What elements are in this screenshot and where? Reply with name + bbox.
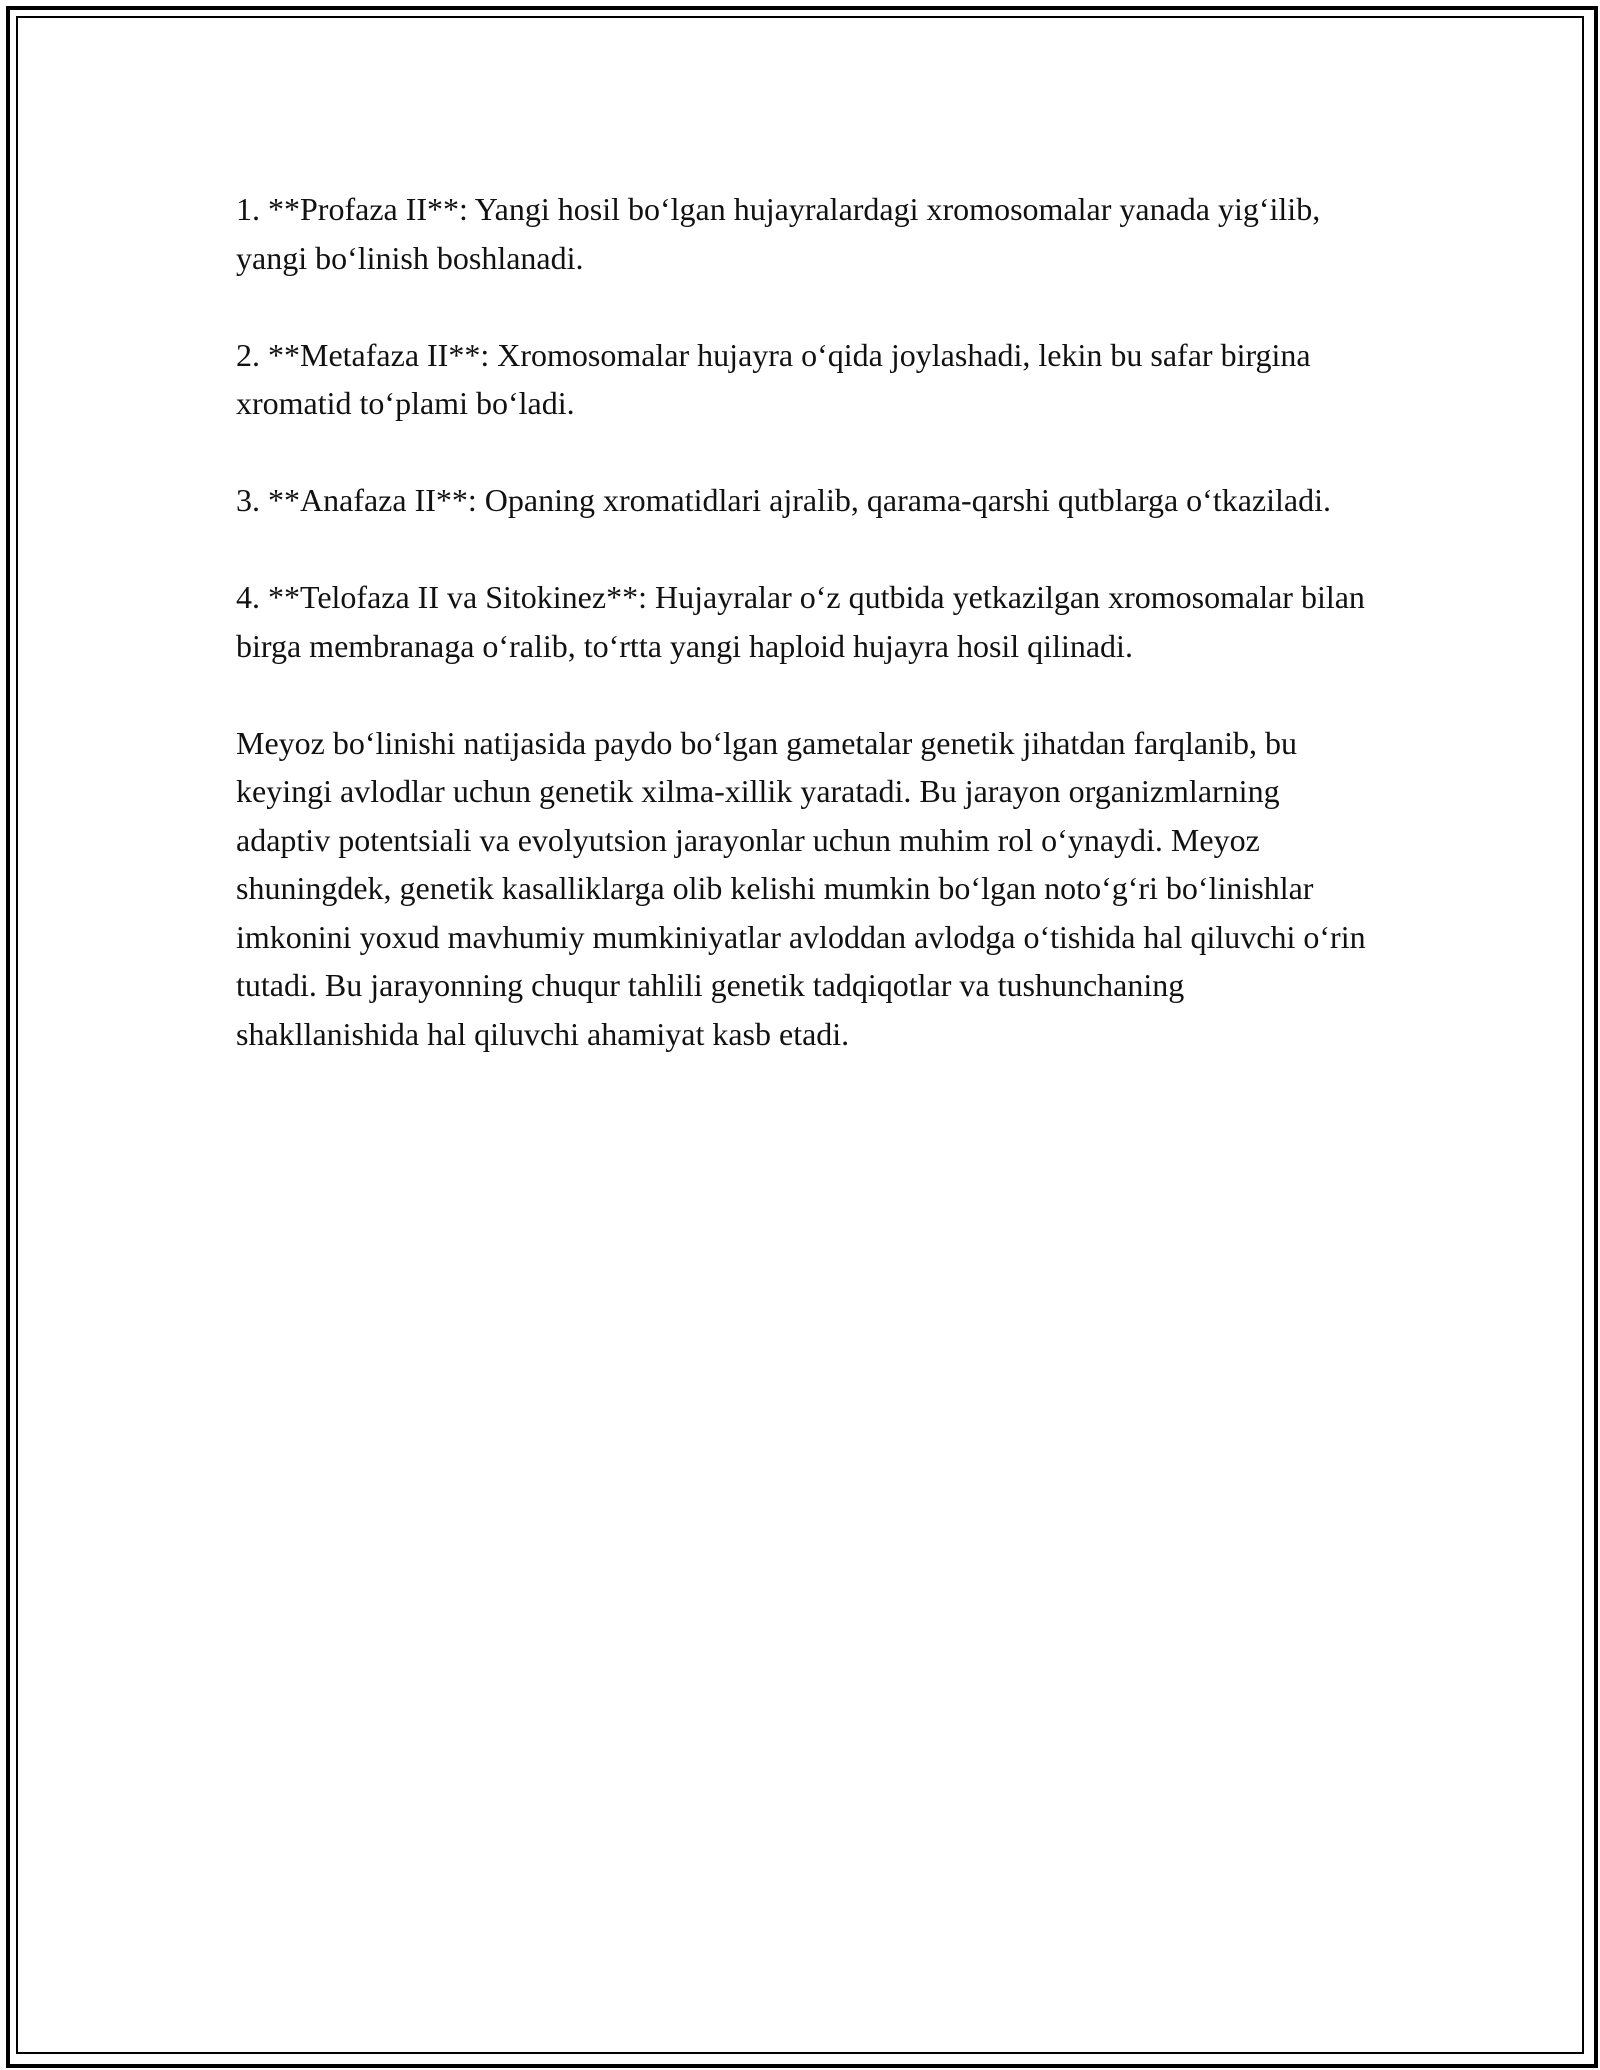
paragraph-telofaza-ii: 4. **Telofaza II va Sitokinez**: Hujayralar o‘z qutbida yetkazilgan xromosomalar bilan birga membranaga o‘ralib, to‘rtta yangi haploid hujayra hosil qilinadi.: [236, 579, 1365, 664]
document-body: [236, 185, 1366, 1107]
paragraph-meyoz-summary: Meyoz bo‘linishi natijasida paydo bo‘lgan gametalar genetik jihatdan farqlanib, bu keyingi avlodlar uchun genetik xilma-xillik yaratadi. Bu jarayon organizmlarning adaptiv potentsiali va evolyutsion jarayonlar uchun muhim rol o‘ynaydi. Meyoz shuningdek, genetik kasalliklarga olib kelishi mumkin bo‘lgan noto‘g‘ri bo‘linishlar imkonini yoxud mavhumiy mumkiniyatlar avloddan avlodga o‘tishida hal qiluvchi o‘rin tutadi. Bu jarayonning chuqur tahlili genetik tadqiqotlar va tushunchaning shakllanishida hal qiluvchi ahamiyat kasb etadi.: [236, 724, 1366, 1052]
paragraph-anafaza-ii: 3. **Anafaza II**: Opaning xromatidlari ajralib, qarama-qarshi qutblarga o‘tkaziladi.: [236, 482, 1331, 518]
paragraph-metafaza-ii: 2. **Metafaza II**: Xromosomalar hujayra o‘qida joylashadi, lekin bu safar birgina xromatid to‘plami bo‘ladi.: [236, 336, 1311, 421]
paragraph-profaza-ii: 1. **Profaza II**: Yangi hosil bo‘lgan hujayralardagi xromosomalar yanada yig‘ilib, yangi bo‘linish boshlanadi.: [236, 191, 1321, 276]
